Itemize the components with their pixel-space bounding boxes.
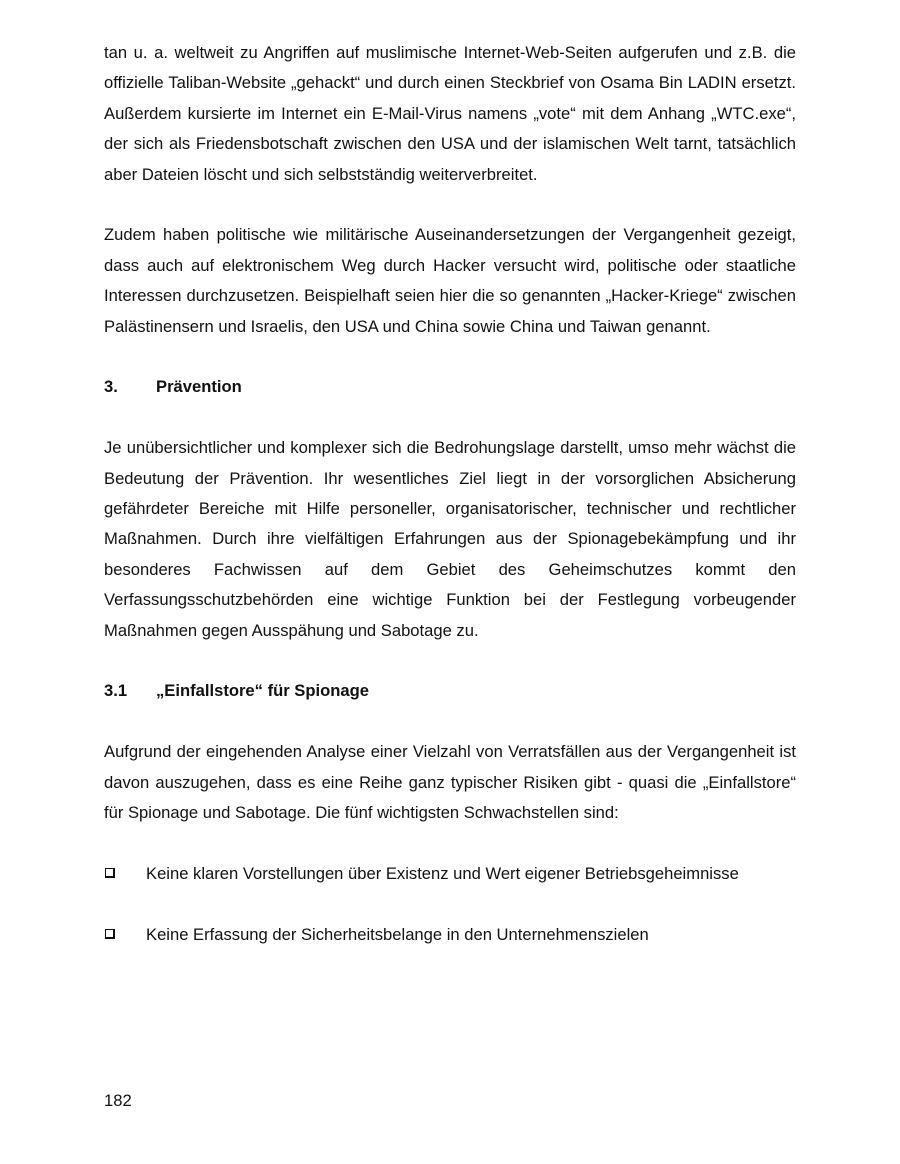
- section-number: 3.: [104, 377, 118, 397]
- section-title: „Einfallstore“ für Spionage: [156, 681, 369, 701]
- section-heading-3: [104, 372, 796, 402]
- list-item: [104, 920, 796, 950]
- section-title: Prävention: [156, 377, 242, 397]
- section-heading-3-1: [104, 676, 796, 706]
- paragraph-hacker-wars: Zudem haben politische wie militärische Auseinandersetzungen der Vergangenheit gezeigt, dass auch auf elektronischem Weg durch Hacker versucht wird, politische oder staatliche Interessen durchzusetzen. Beispielhaft seien hier die so genannten „Hacker-Kriege“ zwischen Palästinensern und Israelis, den USA und China sowie China und Taiwan genannt.: [104, 225, 796, 336]
- list-item-text: Keine klaren Vorstellungen über Existenz und Wert eigener Betriebsgeheimnisse: [146, 863, 739, 883]
- checkbox-bullet-icon: [104, 920, 146, 950]
- page-number: 182: [104, 1091, 132, 1110]
- list-item-text: Keine Erfassung der Sicherheitsbelange in den Unternehmenszielen: [146, 924, 649, 944]
- list-item: [104, 859, 796, 889]
- paragraph-hacker-attacks: tan u. a. weltweit zu Angriffen auf muslimische Internet-Web-Seiten aufgerufen und z.B. die offizielle Taliban-Website „gehackt“ und durch einen Steckbrief von Osama Bin LADIN ersetzt. Außerdem kursierte im Internet ein E-Mail-Virus namens „vote“ mit dem Anhang „WTC.exe“, der sich als Friedensbotschaft zwischen den USA und der islamischen Welt tarnt, tatsächlich aber Dateien löscht und sich selbstständig weiterverbreitet.: [104, 43, 796, 184]
- checkbox-bullet-icon: [104, 859, 146, 889]
- document-body: [104, 38, 796, 980]
- paragraph-weaknesses-intro: Aufgrund der eingehenden Analyse einer Vielzahl von Verratsfällen aus der Vergangenheit ist davon auszugehen, dass es eine Reihe ganz typischer Risiken gibt - quasi die „Einfallstore“ für Spionage und Sabotage. Die fünf wichtigsten Schwachstellen sind:: [104, 742, 796, 823]
- paragraph-prevention: Je unübersichtlicher und komplexer sich die Bedrohungslage darstellt, umso mehr wächst die Bedeutung der Prävention. Ihr wesentliches Ziel liegt in der vorsorglichen Absicherung gefährdeter Bereiche mit Hilfe personeller, organisatorischer, technischer und rechtlicher Maßnahmen. Durch ihre vielfältigen Erfahrungen aus der Spionagebekämpfung und ihr besonderes Fachwissen auf dem Gebiet des Geheimschutzes kommt den Verfassungsschutzbehörden eine wichtige Funktion bei der Festlegung vorbeugender Maßnahmen gegen Ausspähung und Sabotage zu.: [104, 438, 796, 640]
- section-number: 3.1: [104, 681, 128, 701]
